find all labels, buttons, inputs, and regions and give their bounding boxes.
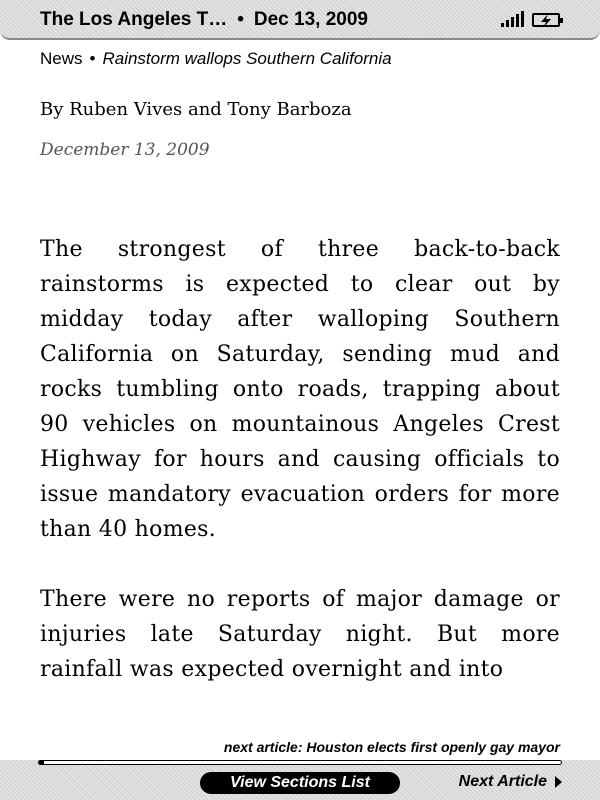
next-article-button[interactable] [459, 773, 562, 791]
article-paragraph: The strongest of three back-to-back rainstorms is expected to clear out by midday today after walloping Southern California on Saturday, sending mud and rocks tumbling onto roads, trapping about 90 vehicles on mountainous Angeles Crest Highway for hours and causing officials to issue mandatory evacuation orders for more than 40 homes. [40, 237, 560, 542]
reading-progress-fill [39, 761, 44, 764]
article-body [40, 232, 560, 722]
article-title: Rainstorm wallops Southern California [102, 49, 392, 68]
top-status-bar [0, 0, 600, 40]
reading-progress-bar [38, 760, 562, 765]
breadcrumb [40, 49, 392, 69]
battery-charging-icon [532, 13, 560, 27]
chevron-right-icon [555, 776, 562, 788]
header-separator: • [237, 9, 244, 30]
next-article-label: Next Article [458, 773, 547, 790]
view-sections-button[interactable]: View Sections List [200, 772, 400, 794]
article-paragraph: There were no reports of major damage or injuries late Saturday night. But more rainfall was expected overnight and into [40, 587, 560, 682]
breadcrumb-separator: • [89, 49, 96, 68]
next-article-preview[interactable]: next article: Houston elects first openly gay mayor [223, 739, 560, 755]
status-icons [501, 11, 560, 27]
article-byline: By Ruben Vives and Tony Barboza [40, 99, 352, 120]
issue-date: Dec 13, 2009 [253, 9, 368, 30]
signal-strength-icon [501, 11, 524, 27]
publication-title: The Los Angeles T… [40, 9, 228, 30]
article-date: December 13, 2009 [40, 140, 210, 160]
section-link[interactable]: News [40, 49, 83, 68]
publication-header [40, 9, 368, 31]
